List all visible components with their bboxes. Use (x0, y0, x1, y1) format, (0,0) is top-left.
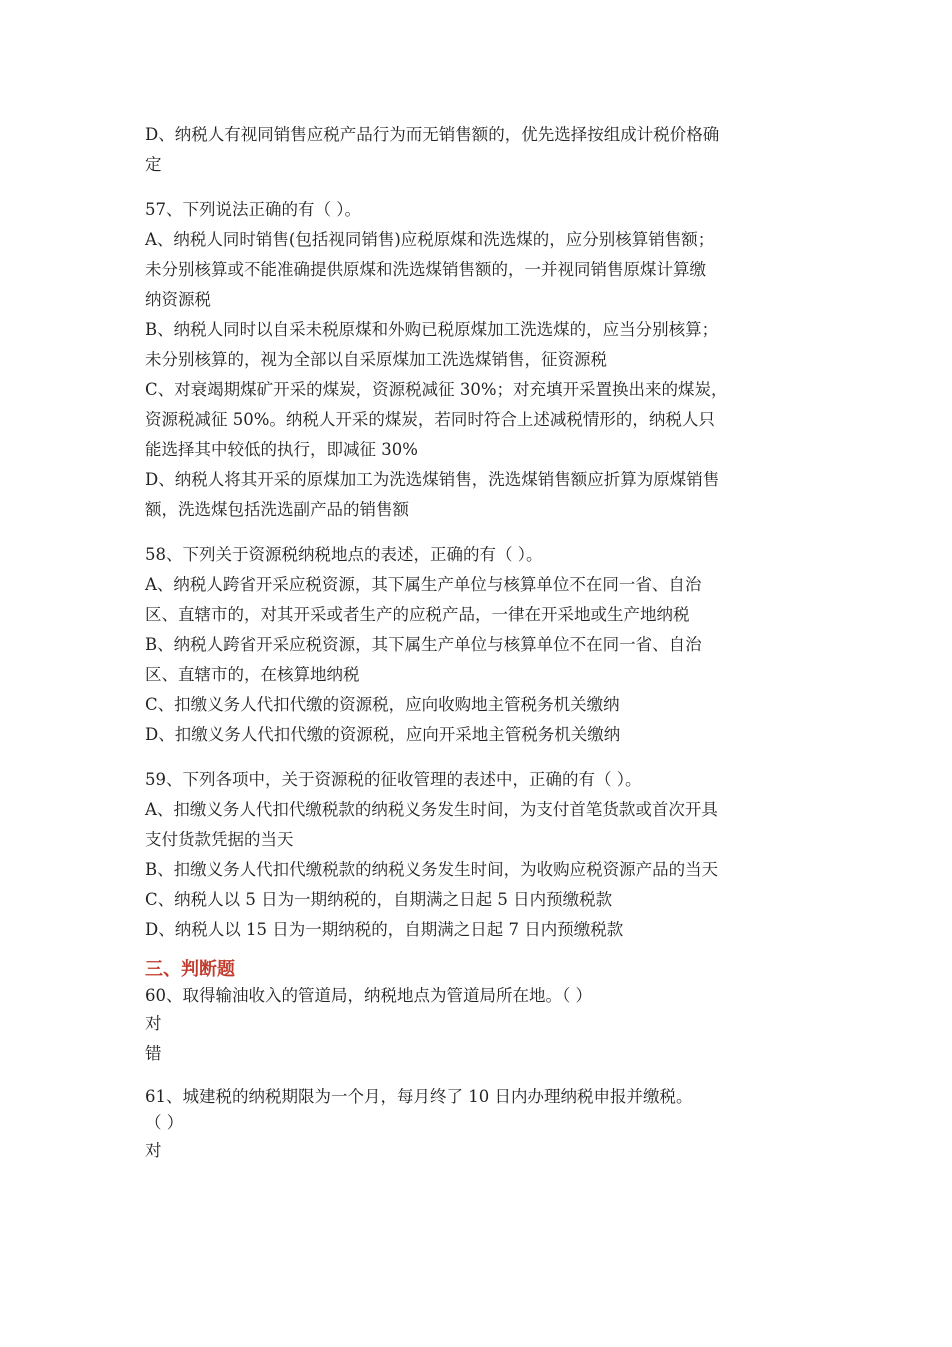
question-stem: （ ） (145, 1113, 184, 1132)
option-a (145, 795, 832, 855)
option-false: 错 (145, 1044, 162, 1063)
question-58 (145, 540, 832, 750)
option-d (145, 915, 832, 945)
question-stem: 61、城建税的纳税期限为一个月，每月终了 10 日内办理纳税申报并缴税。 (145, 1087, 693, 1106)
option-line: 额，洗选煤包括洗选副产品的销售额 (145, 500, 409, 519)
option-line: D、扣缴义务人代扣代缴的资源税，应向开采地主管税务机关缴纳 (145, 725, 621, 744)
question-stem: 58、下列关于资源税纳税地点的表述，正确的有（ ）。 (145, 545, 543, 564)
option-a (145, 570, 832, 630)
option-line: 未分别核算的，视为全部以自采原煤加工洗选煤销售，征资源税 (145, 350, 607, 369)
option-true: 对 (145, 1014, 162, 1033)
option-line: A、纳税人同时销售(包括视同销售)应税原煤和洗选煤的，应分别核算销售额； (145, 230, 715, 249)
question-57 (145, 195, 832, 525)
section-heading: 三、判断题 (145, 959, 235, 980)
question-61 (145, 1084, 832, 1166)
option-line: C、扣缴义务人代扣代缴的资源税，应向收购地主管税务机关缴纳 (145, 695, 620, 714)
option-c (145, 375, 832, 465)
option-line: 定 (145, 155, 162, 174)
option-line: C、对衰竭期煤矿开采的煤炭，资源税减征 30%；对充填开采置换出来的煤炭， (145, 380, 728, 399)
option-true: 对 (145, 1141, 162, 1160)
option-line: 资源税减征 50%。纳税人开采的煤炭，若同时符合上述减税情形的，纳税人只 (145, 410, 715, 429)
option-line: 能选择其中较低的执行，即减征 30% (145, 440, 418, 459)
option-b (145, 855, 832, 885)
option-line: C、纳税人以 5 日为一期纳税的，自期满之日起 5 日内预缴税款 (145, 890, 613, 909)
question-stem: 59、下列各项中，关于资源税的征收管理的表述中，正确的有（ ）。 (145, 770, 642, 789)
option-d (145, 465, 832, 525)
option-c (145, 690, 832, 720)
option-a (145, 225, 832, 315)
option-line: D、纳税人将其开采的原煤加工为洗选煤销售，洗选煤销售额应折算为原煤销售 (145, 470, 720, 489)
option-d (145, 720, 832, 750)
option-c (145, 885, 832, 915)
option-b (145, 630, 832, 690)
option-line: 纳资源税 (145, 290, 211, 309)
question-60 (145, 983, 832, 1069)
option-line: B、纳税人同时以自采未税原煤和外购已税原煤加工洗选煤的，应当分别核算； (145, 320, 719, 339)
question-stem: 60、取得输油收入的管道局，纳税地点为管道局所在地。（ ） (145, 986, 592, 1005)
question-56-option-d (145, 120, 832, 180)
option-line: 区、直辖市的，在核算地纳税 (145, 665, 360, 684)
option-line: A、纳税人跨省开采应税资源，其下属生产单位与核算单位不在同一省、自治 (145, 575, 702, 594)
question-stem: 57、下列说法正确的有（ ）。 (145, 200, 361, 219)
option-line: B、扣缴义务人代扣代缴税款的纳税义务发生时间，为收购应税资源产品的当天 (145, 860, 719, 879)
option-line: D、纳税人有视同销售应税产品行为而无销售额的，优先选择按组成计税价格确 (145, 125, 720, 144)
option-line: D、纳税人以 15 日为一期纳税的，自期满之日起 7 日内预缴税款 (145, 920, 624, 939)
question-59 (145, 765, 832, 945)
option-line: 区、直辖市的，对其开采或者生产的应税产品，一律在开采地或生产地纳税 (145, 605, 690, 624)
option-line: A、扣缴义务人代扣代缴税款的纳税义务发生时间，为支付首笔货款或首次开具 (145, 800, 718, 819)
option-line: 未分别核算或不能准确提供原煤和洗选煤销售额的，一并视同销售原煤计算缴 (145, 260, 706, 279)
option-b (145, 315, 832, 375)
option-line: 支付货款凭据的当天 (145, 830, 294, 849)
option-line: B、纳税人跨省开采应税资源，其下属生产单位与核算单位不在同一省、自治 (145, 635, 702, 654)
